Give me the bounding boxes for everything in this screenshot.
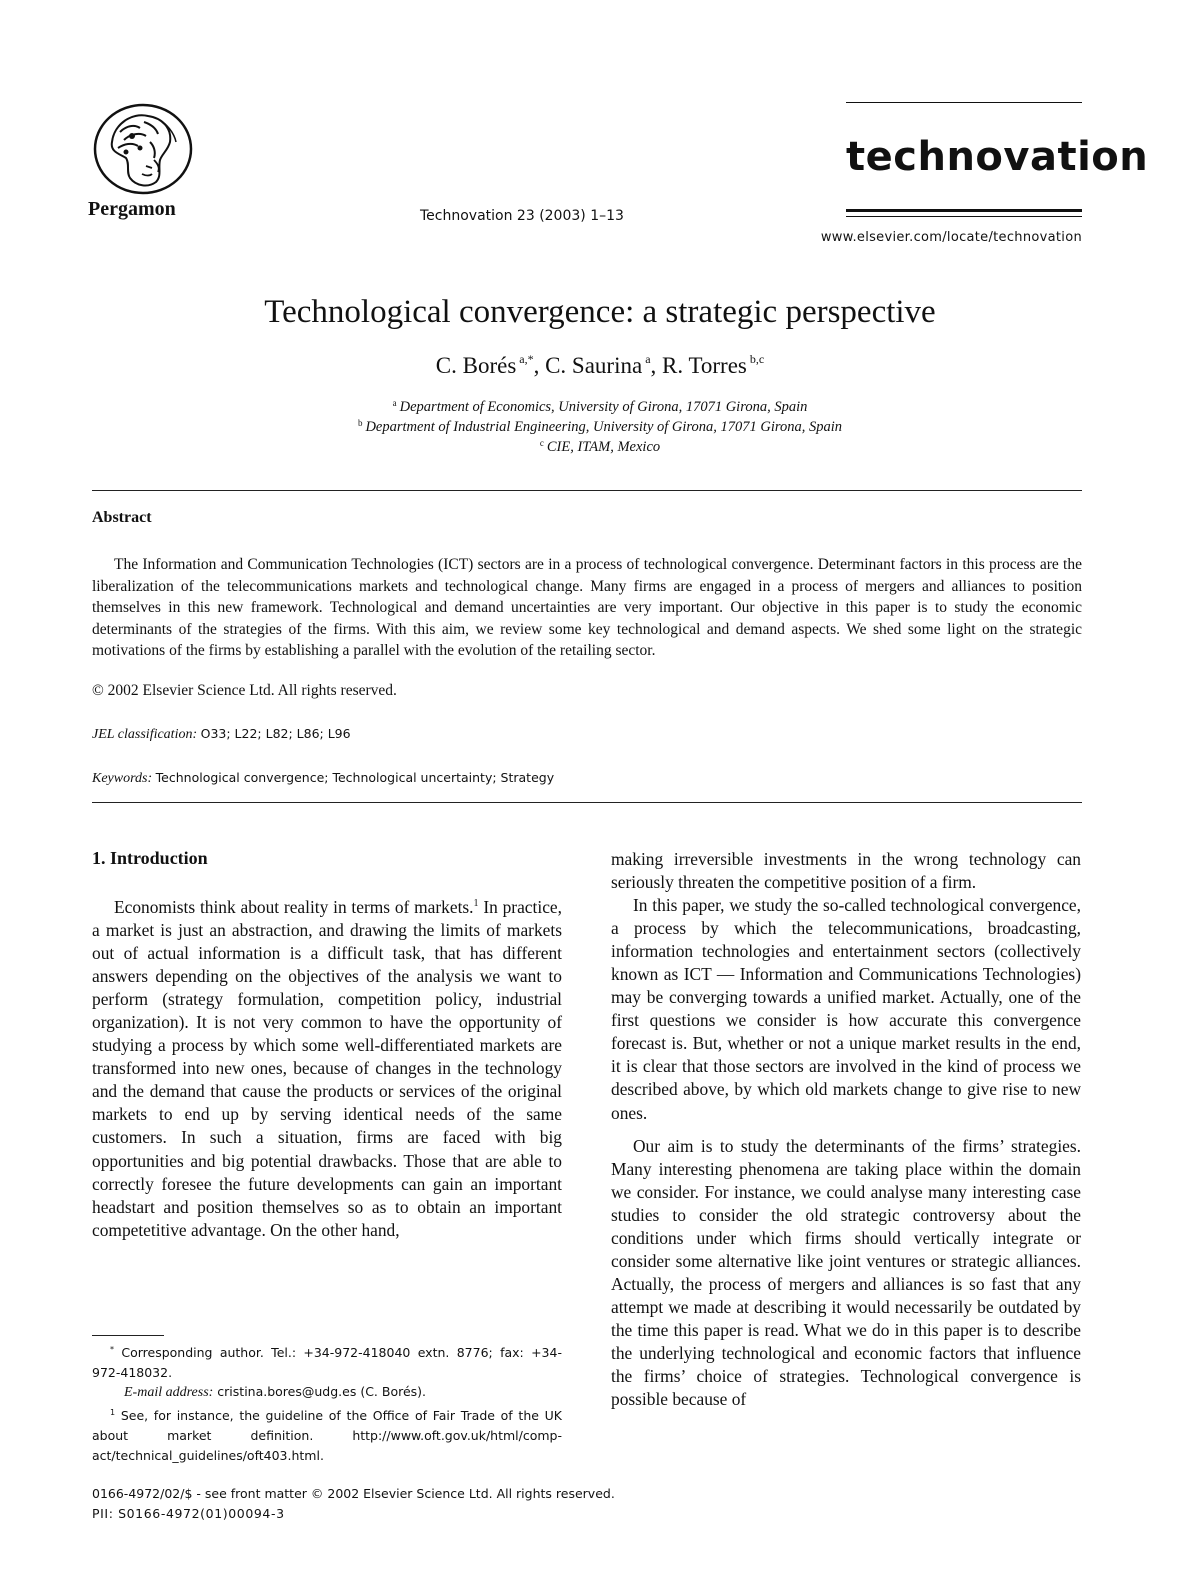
affiliation: $^c$ CIE, ITAM, Mexico: [539, 438, 661, 455]
pii-line: PII: S0166-4972(01)00094-3: [92, 1506, 285, 1521]
section-heading: 1. Introduction: [92, 848, 208, 868]
author-name: C. Borés: [435, 353, 517, 378]
issn-line: 0166-4972/02/$ - see front matter © 2002 Elsevier Science Ltd. All rights reserved.: [92, 1486, 615, 1501]
abstract-copyright: © 2002 Elsevier Science Ltd. All rights reserved.: [92, 682, 397, 699]
author-list: C. Borés $^{a,*}$, C. Saurina $^a$, R. Torres $^{b,c}$: [435, 352, 765, 378]
author-affiliation-mark: a,*: [519, 352, 534, 366]
brand-thin-rule: [846, 216, 1082, 217]
footnote-1: $^1$ See, for instance, the guideline of the Office of Fair Trade of the UK about market definition. http://www.oft.gov.uk/html/comp-act/technical_guidelines/oft403.html.: [92, 1408, 562, 1463]
paragraph-continued: In practice, a market is just an abstraction, and drawing the limits of markets out of actual information is a difficult task, that has different answers depending on the objectives of the analysis we want to perform (strategy formulation, competition policy, industrial organization). It is not very common to have the opportunity of studying a process by which some well-differentiated markets are transformed into new ones, because of changes in the technology and the demand that cause the products or services of the original markets to end up by serving identical needs of the same customers. In such a situation, firms are faced with big opportunities and big potential drawbacks. Those that are able to correctly foresee the future developments can gain an important headstart and position themselves so as to obtain an important competetitive advantage. On the other hand,: [92, 897, 562, 1240]
body-column-right: [611, 848, 1081, 1411]
affiliation: $^b$ Department of Industrial Engineering, University of Girona, 17071 Girona, Spain: [357, 418, 843, 435]
author-name: R. Torres: [662, 353, 747, 378]
jel-value: O33; L22; L82; L86; L96: [200, 726, 351, 741]
keywords-label: Keywords:: [92, 771, 153, 786]
abstract-heading: Abstract: [92, 509, 152, 526]
keywords: [92, 770, 554, 787]
paper-title: Technological convergence: a strategic perspective: [264, 294, 936, 330]
footnote-rule: [92, 1335, 164, 1336]
email-link[interactable]: cristina.bores@udg.es (C. Borés).: [217, 1384, 427, 1399]
abstract-top-rule: [92, 490, 1082, 491]
brand-top-rule: [846, 102, 1082, 103]
affiliation: $^a$ Department of Economics, University of Girona, 17071 Girona, Spain: [392, 398, 808, 415]
journal-url-link[interactable]: www.elsevier.com/locate/technovation: [820, 230, 1082, 245]
brand-thick-rule: [846, 209, 1082, 212]
paragraph: Economists think about reality in terms of markets.: [114, 897, 474, 917]
paragraph: making irreversible investments in the wrong technology can seriously threaten the competitive position of a firm.: [611, 849, 1081, 893]
footnote-email: [124, 1382, 564, 1403]
email-label: E-mail address:: [124, 1385, 214, 1400]
journal-citation: Technovation 23 (2003) 1–13: [420, 208, 624, 224]
publisher-logo: [88, 102, 202, 221]
journal-brand: technovation: [846, 134, 1149, 180]
abstract-bottom-rule: [92, 802, 1082, 803]
paragraph: In this paper, we study the so-called technological convergence, a process by which the telecommunications, broadcasting, information technologies and entertainment sectors (collectively known as ICT — Information and Communications Technologies) may be converging towards a unified market. Actually, one of the first questions we consider is how accurate this convergence forecast is. But, whether or not a unique market results in the end, it is clear that those sectors are involved in the kind of process we described above, by which old markets change to give rise to new ones.: [611, 895, 1081, 1123]
author-affiliation-mark: b,c: [749, 352, 765, 366]
author-name: C. Saurina: [545, 353, 643, 378]
body-column-left: [92, 896, 562, 1242]
author-affiliation-mark: a: [645, 352, 651, 366]
paragraph: Our aim is to study the determinants of the firms’ strategies. Many interesting phenomena are taking place within the domain we consider. For instance, we could analyse many interesting case studies to consider the old strategic controversy about the conditions under which firms should vertically integrate or consider some alternative like joint ventures or strategic alliances. Actually, the process of mergers and alliances is so fast that any attempt we made at describing it would necessarily be outdated by the time this paper is read. What we do in this paper is to describe the underlying technological and economic factors that influence the firms’ choice of strategies. Technological convergence is possible because of: [611, 1135, 1081, 1410]
keywords-value: Technological convergence; Technological uncertainty; Strategy: [155, 770, 555, 785]
jel-classification: [92, 726, 351, 743]
publisher-name: Pergamon: [88, 198, 176, 220]
jel-label: JEL classification:: [92, 727, 198, 742]
abstract-text: The Information and Communication Technologies (ICT) sectors are in a process of technological convergence. Determinant factors in this process are the liberalization of the telecommunications markets and technological change. Many firms are engaged in a process of mergers and alliances to position themselves in this new framework. Technological and demand uncertainties are very important. Our objective in this paper is to study the economic determinants of the strategies of the firms. With this aim, we review some key technological and demand aspects. We shed some light on the strategic motivations of the firms by establishing a parallel with the evolution of the retailing sector.: [92, 556, 1082, 660]
footnote-marker[interactable]: 1: [473, 898, 479, 909]
footnote-corresponding: * Corresponding author. Tel.: +34-972-418040 extn. 8776; fax: +34-972-418032.: [92, 1345, 562, 1380]
pergamon-emblem-icon: [90, 102, 196, 196]
